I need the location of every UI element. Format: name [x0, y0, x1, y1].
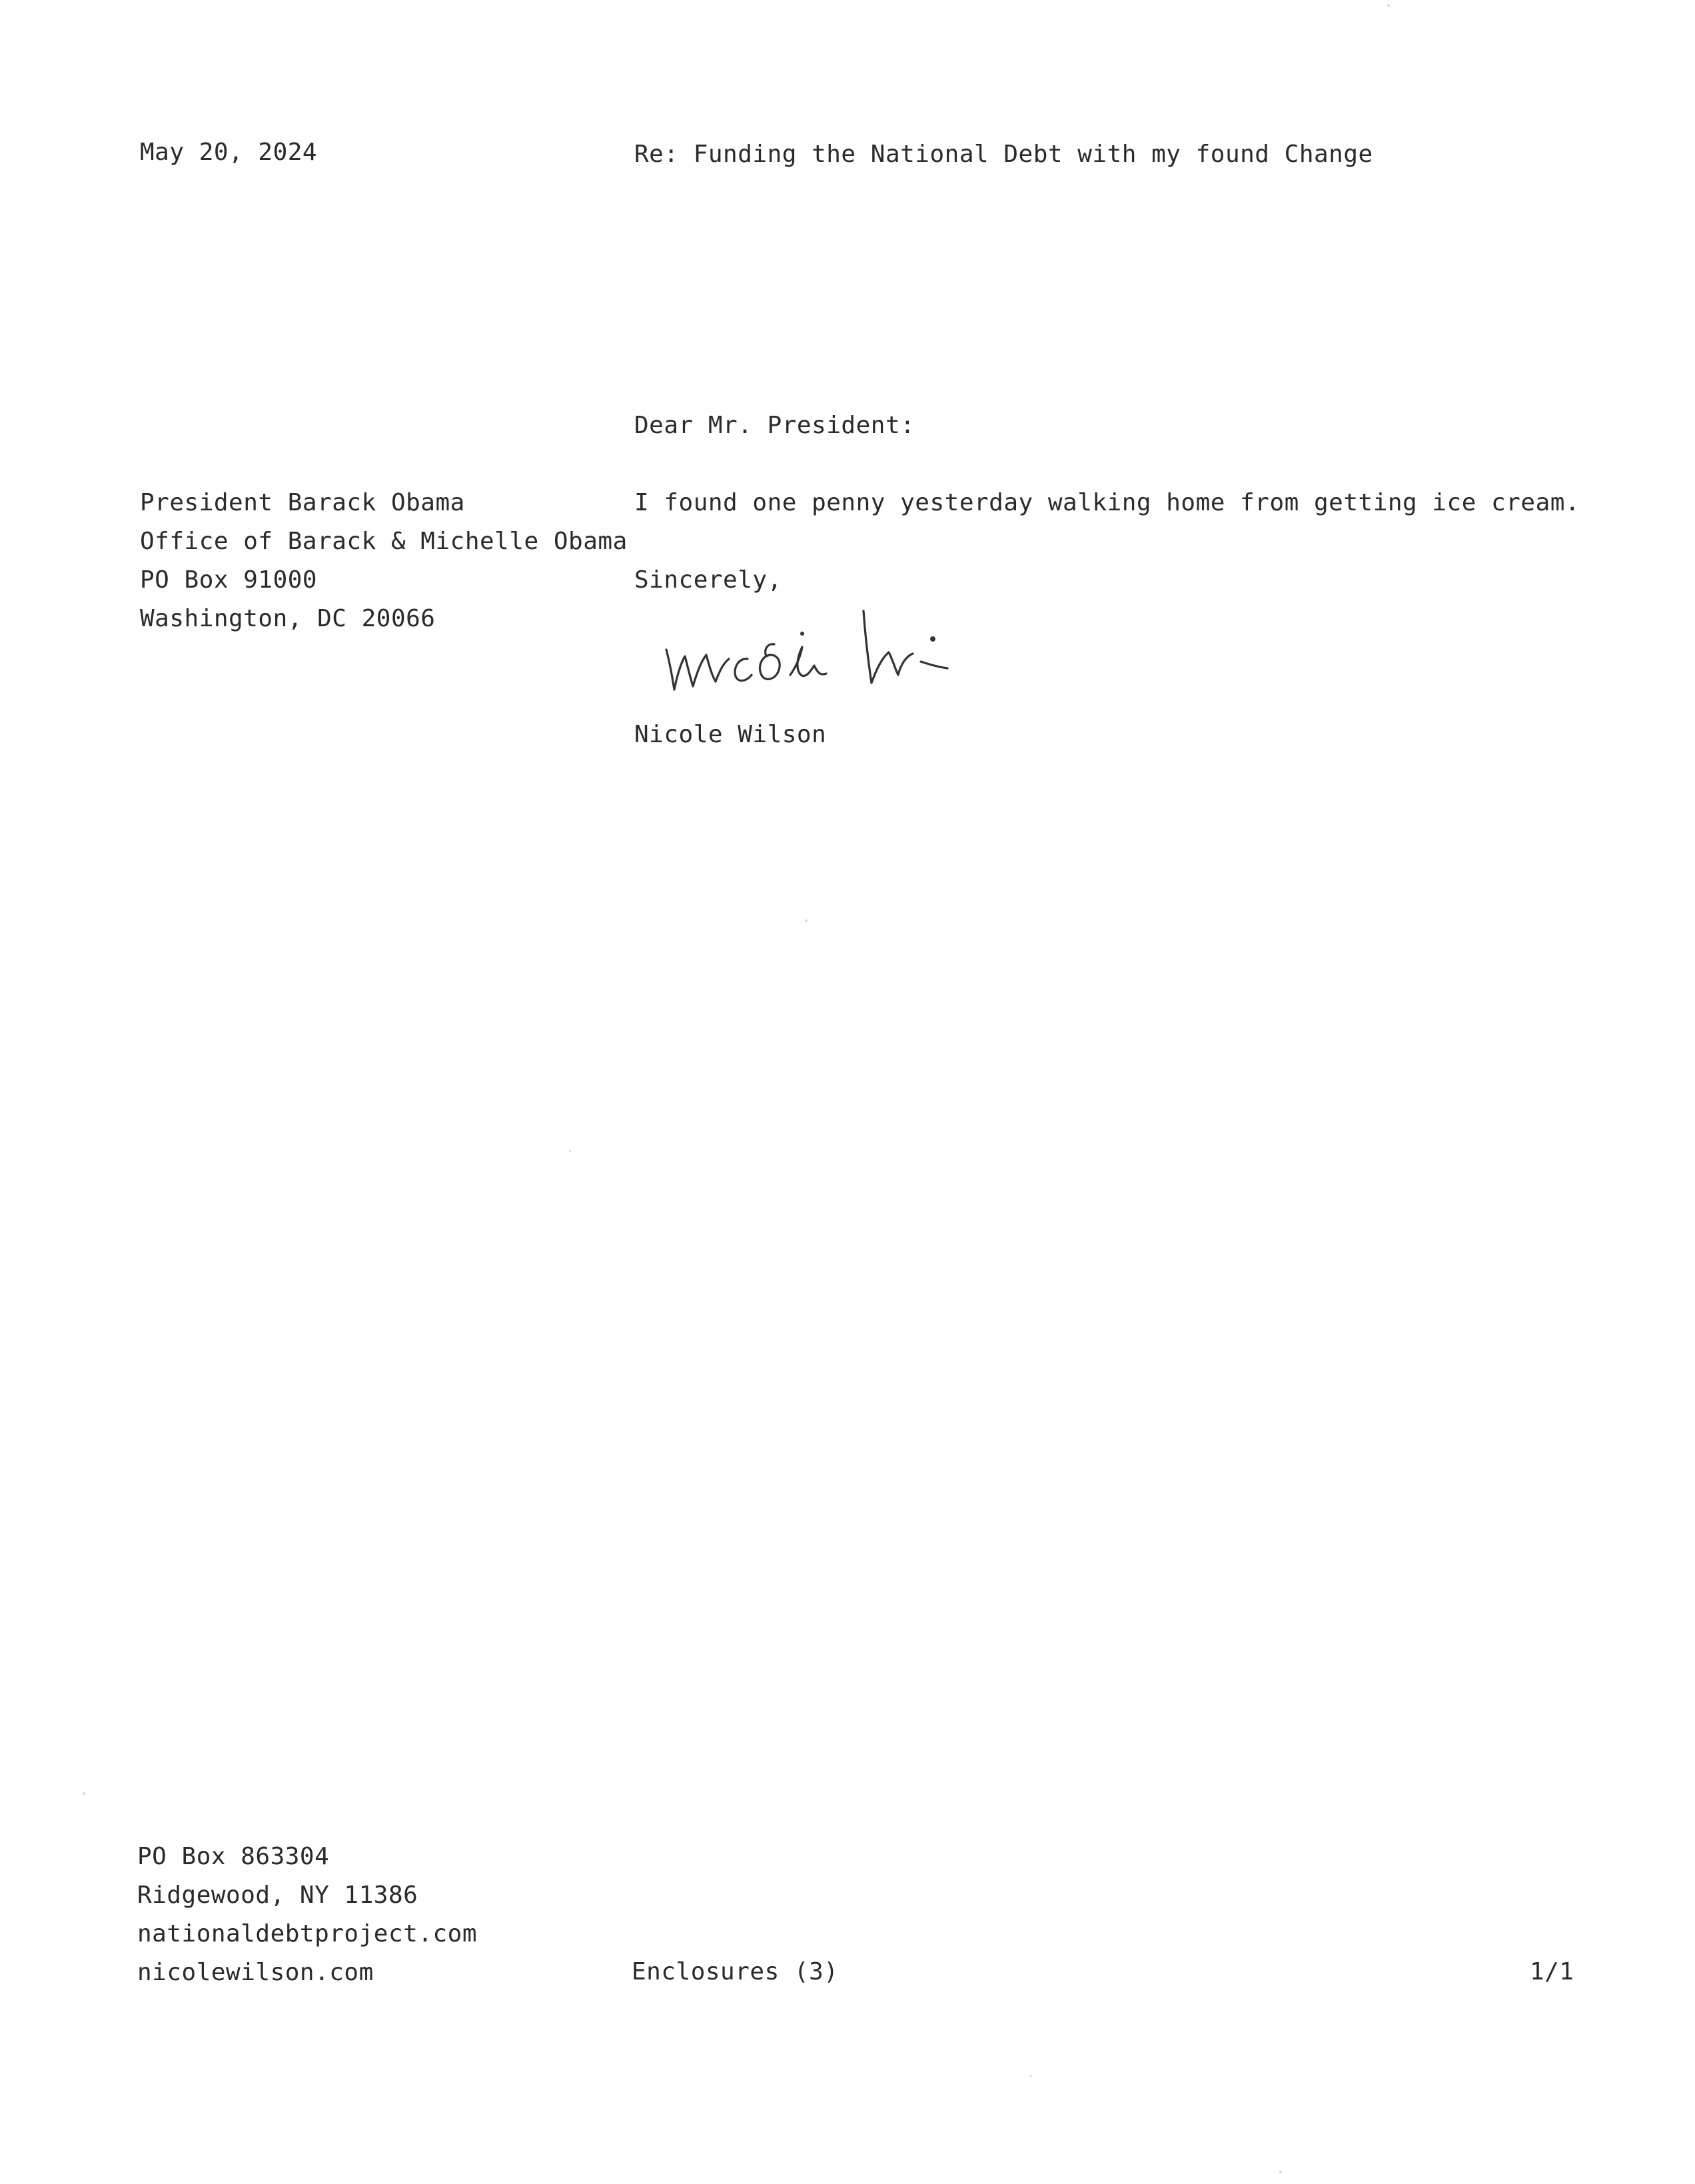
sender-line: nicolewilson.com [137, 1959, 374, 1986]
letter-date: May 20, 2024 [140, 139, 318, 166]
signer-name: Nicole Wilson [634, 721, 827, 748]
enclosures-note: Enclosures (3) [632, 1958, 839, 1985]
letter-subject: Re: Funding the National Debt with my found Change [634, 141, 1373, 168]
recipient-address [140, 484, 628, 638]
page-number: 1/1 [1530, 1958, 1574, 1985]
sender-line: PO Box 863304 [137, 1843, 330, 1870]
paper-speck [1279, 2171, 1282, 2173]
paper-speck [1030, 2075, 1032, 2077]
paper-speck [1387, 4, 1390, 7]
sender-line: nationaldebtproject.com [137, 1920, 477, 1947]
recipient-line: President Barack Obama [140, 489, 465, 516]
recipient-line: PO Box 91000 [140, 566, 318, 594]
letter-salutation: Dear Mr. President: [634, 412, 915, 439]
letter-body: I found one penny yesterday walking home from getting ice cream. [634, 489, 1580, 516]
letter-closing: Sincerely, [634, 566, 782, 594]
recipient-line: Washington, DC 20066 [140, 605, 436, 632]
paper-speck [569, 1150, 571, 1152]
sender-line: Ridgewood, NY 11386 [137, 1882, 418, 1909]
handwritten-signature [660, 603, 979, 703]
paper-speck [83, 1792, 85, 1795]
recipient-line: Office of Barack & Michelle Obama [140, 528, 628, 555]
paper-speck [805, 919, 808, 922]
sender-address [137, 1838, 477, 1992]
